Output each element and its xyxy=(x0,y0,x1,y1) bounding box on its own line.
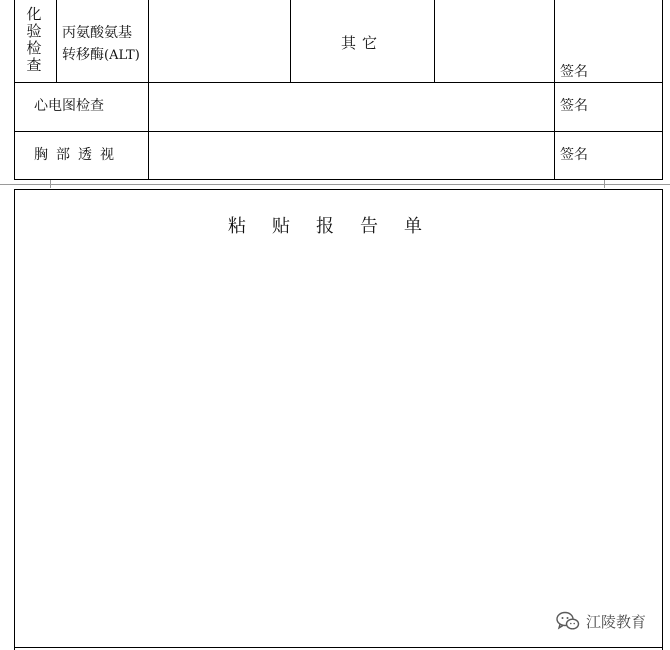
watermark xyxy=(556,610,646,632)
report-box-left xyxy=(14,189,15,650)
wechat-icon xyxy=(556,611,580,631)
chest-sign-label: 签名 xyxy=(560,147,588,163)
page-margin-mark xyxy=(50,180,51,188)
report-box-bottom xyxy=(14,647,663,648)
alt-test-name-line2 xyxy=(62,44,140,67)
table-rule xyxy=(14,179,663,180)
alt-test-abbr: (ALT) xyxy=(104,48,140,63)
page-margin-mark xyxy=(604,180,605,188)
table-rule xyxy=(554,0,555,180)
report-title: 粘贴报告单 xyxy=(228,216,448,237)
ecg-label: 心电图检查 xyxy=(34,98,104,114)
lab-sign-label: 签名 xyxy=(560,64,588,80)
watermark-text: 江陵教育 xyxy=(586,612,647,631)
other-tests-label: 其它 xyxy=(340,34,383,52)
table-rule xyxy=(148,0,149,180)
ecg-sign-label: 签名 xyxy=(560,98,588,114)
table-border-left xyxy=(14,0,15,180)
lab-section-label: 化验检查 xyxy=(26,5,42,74)
table-border-right xyxy=(662,0,663,180)
page-break-line xyxy=(0,184,670,185)
alt-test-name xyxy=(62,22,140,67)
report-box-top xyxy=(14,189,663,190)
chest-xray-label: 胸部透视 xyxy=(34,147,122,163)
alt-test-name-line1: 丙氨酸氨基 xyxy=(62,25,132,41)
table-rule xyxy=(434,0,435,82)
alt-test-name-cn: 转移酶 xyxy=(62,47,104,63)
table-rule xyxy=(56,0,57,82)
table-rule xyxy=(14,82,663,83)
table-rule xyxy=(14,131,663,132)
report-box-right xyxy=(662,189,663,650)
